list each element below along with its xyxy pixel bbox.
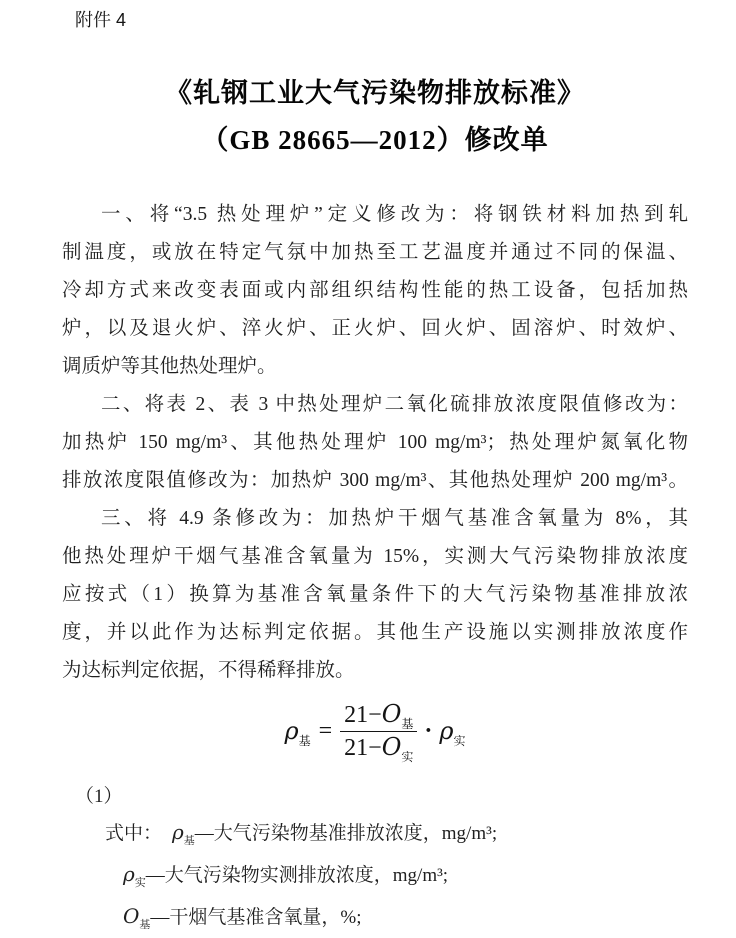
definition-text: —大气污染物实测排放浓度，mg/m³; <box>145 865 449 886</box>
body-line: 冷却方式来改变表面或内部组织结构性能的热工设备，包括加热 <box>62 280 688 301</box>
formula-rhs <box>439 717 465 746</box>
equals-sign: = <box>318 717 333 744</box>
rho-symbol: ρ <box>439 716 454 745</box>
body-line: 制温度，或放在特定气氛中加热至工艺温度并通过不同的保温、 <box>62 242 688 263</box>
definition-line <box>62 896 688 938</box>
body-line: 三、将 4.9 条修改为：加热炉干烟气基准含氧量为 8%，其 <box>101 508 688 529</box>
fraction-numerator <box>340 701 417 731</box>
rho-symbol: ρ <box>172 820 184 844</box>
body-line: 加热炉 150 mg/m³、其他热处理炉 100 mg/m³；热处理炉氮氧化物 <box>62 432 688 453</box>
definition-text: —大气污染物基准排放浓度，mg/m³; <box>194 823 498 844</box>
rho-symbol: ρ <box>123 862 135 886</box>
oxygen-symbol: O <box>123 904 140 928</box>
symbol-definitions <box>62 812 688 938</box>
body-line: 炉，以及退火炉、淬火炉、正火炉、回火炉、固溶炉、时效炉、 <box>62 318 688 339</box>
body-line: 为达标判定依据，不得稀释排放。 <box>62 660 355 681</box>
multiplication-dot: · <box>424 717 433 744</box>
subscript-measured: 实 <box>134 877 146 889</box>
subscript-base: 基 <box>183 835 195 847</box>
document-title <box>62 70 688 164</box>
body-line: 度，并以此作为达标判定依据。其他生产设施以实测排放浓度作 <box>62 622 688 643</box>
where-label: 式中： <box>105 823 163 844</box>
equation-number: （1） <box>75 786 123 807</box>
denominator-text: 21− <box>344 734 382 761</box>
numerator-text: 21− <box>344 702 382 729</box>
equation-1 <box>62 692 688 770</box>
fraction <box>340 700 417 764</box>
formula-lhs <box>284 717 310 746</box>
definition-text: —干烟气基准含氧量，%; <box>150 907 362 928</box>
body-line: 排放浓度限值修改为：加热炉 300 mg/m³、其他热处理炉 200 mg/m³。 <box>62 470 688 491</box>
attachment-label: 附件 4 <box>75 10 127 30</box>
rho-symbol: ρ <box>284 716 299 745</box>
document-body <box>62 196 688 690</box>
body-line: 一、将“3.5 热处理炉”定义修改为：将钢铁材料加热到轧 <box>101 204 688 225</box>
title-line-2: （GB 28665—2012）修改单 <box>201 125 549 155</box>
title-line-1: 《轧钢工业大气污染物排放标准》 <box>165 78 585 108</box>
body-line: 他热处理炉干烟气基准含氧量为 15%，实测大气污染物排放浓度 <box>62 546 688 567</box>
definition-line <box>62 812 688 854</box>
subscript-base: 基 <box>401 717 414 732</box>
body-line: 调质炉等其他热处理炉。 <box>62 356 277 377</box>
subscript-measured: 实 <box>453 733 466 748</box>
fraction-denominator <box>340 732 417 764</box>
body-line: 应按式（1）换算为基准含氧量条件下的大气污染物基准排放浓 <box>62 584 688 605</box>
subscript-base: 基 <box>139 919 151 931</box>
subscript-measured: 实 <box>401 749 414 764</box>
subscript-base: 基 <box>298 733 311 748</box>
body-line: 二、将表 2、表 3 中热处理炉二氧化硫排放浓度限值修改为： <box>101 394 688 415</box>
definition-line <box>62 854 688 896</box>
oxygen-symbol: O <box>381 700 402 729</box>
oxygen-symbol: O <box>381 732 402 761</box>
